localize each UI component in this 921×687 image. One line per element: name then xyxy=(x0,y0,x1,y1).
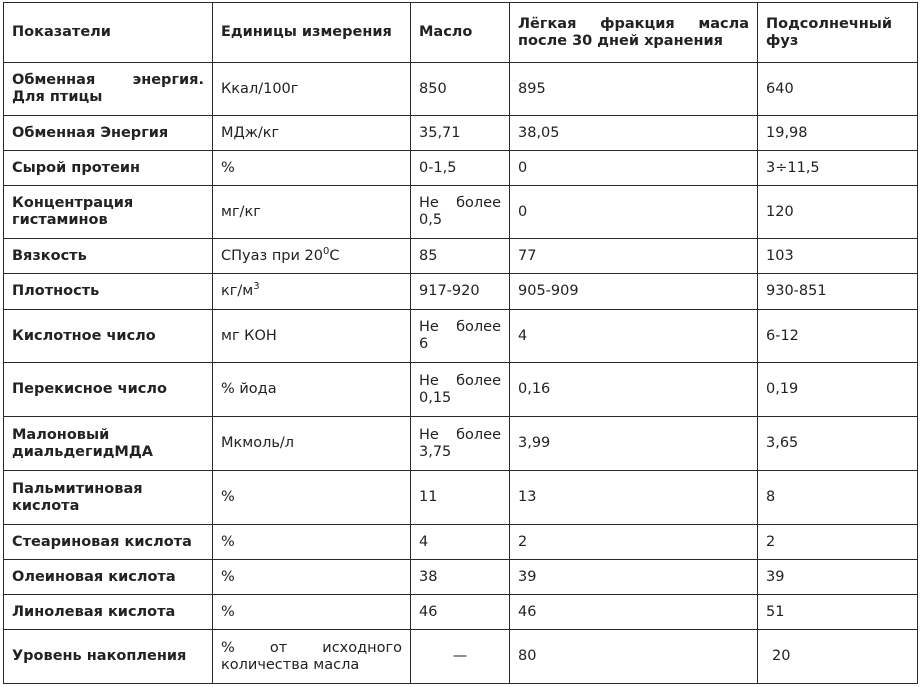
fuz-cell: 3÷11,5 xyxy=(758,151,918,186)
table-row xyxy=(4,63,918,116)
light-fraction-cell: 905-909 xyxy=(510,274,758,310)
indicator-cell: Сырой протеин xyxy=(4,151,213,186)
unit-cell: Ккал/100г xyxy=(213,63,411,116)
fuz-cell: 640 xyxy=(758,63,918,116)
table-row xyxy=(4,630,918,684)
indicator-cell: Линолевая кислота xyxy=(4,595,213,630)
table-row xyxy=(4,151,918,186)
table-row xyxy=(4,363,918,417)
light-fraction-cell: 3,99 xyxy=(510,417,758,471)
unit-cell: % xyxy=(213,595,411,630)
oil-cell: 917-920 xyxy=(411,274,510,310)
oil-cell: 35,71 xyxy=(411,116,510,151)
unit-cell: мг КОН xyxy=(213,310,411,363)
indicator-cell: Концентрация гистаминов xyxy=(4,186,213,239)
fuz-cell: 103 xyxy=(758,239,918,274)
unit-main: СПуаз при 20 xyxy=(221,247,323,264)
table-row xyxy=(4,186,918,239)
table-row xyxy=(4,239,918,274)
indicator-cell: Вязкость xyxy=(4,239,213,274)
light-fraction-cell: 895 xyxy=(510,63,758,116)
fuz-cell: 6-12 xyxy=(758,310,918,363)
unit-cell: % xyxy=(213,525,411,560)
fuz-cell: 39 xyxy=(758,560,918,595)
table-row xyxy=(4,525,918,560)
header-unit: Единицы измерения xyxy=(213,3,411,63)
oil-cell: 46 xyxy=(411,595,510,630)
header-light-fraction: Лёгкая фракция масла после 30 дней хранения xyxy=(510,3,758,63)
unit-cell: Мкмоль/л xyxy=(213,417,411,471)
indicator-cell: Малоновый диальдегидМДА xyxy=(4,417,213,471)
oil-cell: 11 xyxy=(411,471,510,525)
unit-cell xyxy=(213,274,411,310)
unit-main: кг/м xyxy=(221,283,254,299)
fuz-cell: 3,65 xyxy=(758,417,918,471)
light-fraction-cell: 46 xyxy=(510,595,758,630)
indicator-cell: Обменная Энергия xyxy=(4,116,213,151)
oil-cell: 850 xyxy=(411,63,510,116)
unit-superscript: 3 xyxy=(253,281,260,292)
fuz-cell: 20 xyxy=(758,630,918,684)
indicator-cell: Стеариновая кислота xyxy=(4,525,213,560)
light-fraction-cell: 38,05 xyxy=(510,116,758,151)
unit-cell: мг/кг xyxy=(213,186,411,239)
fuz-cell: 51 xyxy=(758,595,918,630)
light-fraction-cell: 0 xyxy=(510,151,758,186)
unit-cell xyxy=(213,239,411,274)
indicator-cell: Кислотное число xyxy=(4,310,213,363)
fuz-cell: 0,19 xyxy=(758,363,918,417)
indicator-cell: Уровень накопления xyxy=(4,630,213,684)
light-fraction-cell: 0 xyxy=(510,186,758,239)
table-row xyxy=(4,471,918,525)
indicator-cell: Плотность xyxy=(4,274,213,310)
table-row xyxy=(4,116,918,151)
unit-tail: С xyxy=(329,247,340,264)
unit-cell: % йода xyxy=(213,363,411,417)
light-fraction-cell: 0,16 xyxy=(510,363,758,417)
light-fraction-cell: 39 xyxy=(510,560,758,595)
light-fraction-cell: 77 xyxy=(510,239,758,274)
fuz-cell: 8 xyxy=(758,471,918,525)
header-row xyxy=(4,3,918,63)
oil-cell: Не более 3,75 xyxy=(411,417,510,471)
light-fraction-cell: 13 xyxy=(510,471,758,525)
indicator-cell: Обменная энергия. Для птицы xyxy=(4,63,213,116)
oil-cell: 85 xyxy=(411,239,510,274)
oil-cell: Не более 0,5 xyxy=(411,186,510,239)
oil-cell: Не более 0,15 xyxy=(411,363,510,417)
oil-cell: 38 xyxy=(411,560,510,595)
fuz-cell: 120 xyxy=(758,186,918,239)
header-indicator: Показатели xyxy=(4,3,213,63)
indicator-cell: Олеиновая кислота xyxy=(4,560,213,595)
light-fraction-cell: 80 xyxy=(510,630,758,684)
table-row xyxy=(4,417,918,471)
oil-cell: — xyxy=(411,630,510,684)
fuz-cell: 19,98 xyxy=(758,116,918,151)
oil-cell: 0-1,5 xyxy=(411,151,510,186)
unit-cell: % xyxy=(213,151,411,186)
fuz-cell: 930-851 xyxy=(758,274,918,310)
table-row xyxy=(4,274,918,310)
unit-superscript: 0 xyxy=(322,245,330,257)
light-fraction-cell: 2 xyxy=(510,525,758,560)
indicator-cell: Перекисное число xyxy=(4,363,213,417)
table-row xyxy=(4,595,918,630)
unit-cell: % xyxy=(213,471,411,525)
table-row xyxy=(4,560,918,595)
oil-cell: Не более 6 xyxy=(411,310,510,363)
fuz-cell: 2 xyxy=(758,525,918,560)
oil-cell: 4 xyxy=(411,525,510,560)
indicator-cell: Пальмитиновая кислота xyxy=(4,471,213,525)
properties-table xyxy=(3,2,918,684)
table-row xyxy=(4,310,918,363)
unit-cell: % от исходного количества масла xyxy=(213,630,411,684)
header-sunflower-fuz: Подсолнечный фуз xyxy=(758,3,918,63)
unit-cell: % xyxy=(213,560,411,595)
light-fraction-cell: 4 xyxy=(510,310,758,363)
unit-cell: МДж/кг xyxy=(213,116,411,151)
header-oil: Масло xyxy=(411,3,510,63)
